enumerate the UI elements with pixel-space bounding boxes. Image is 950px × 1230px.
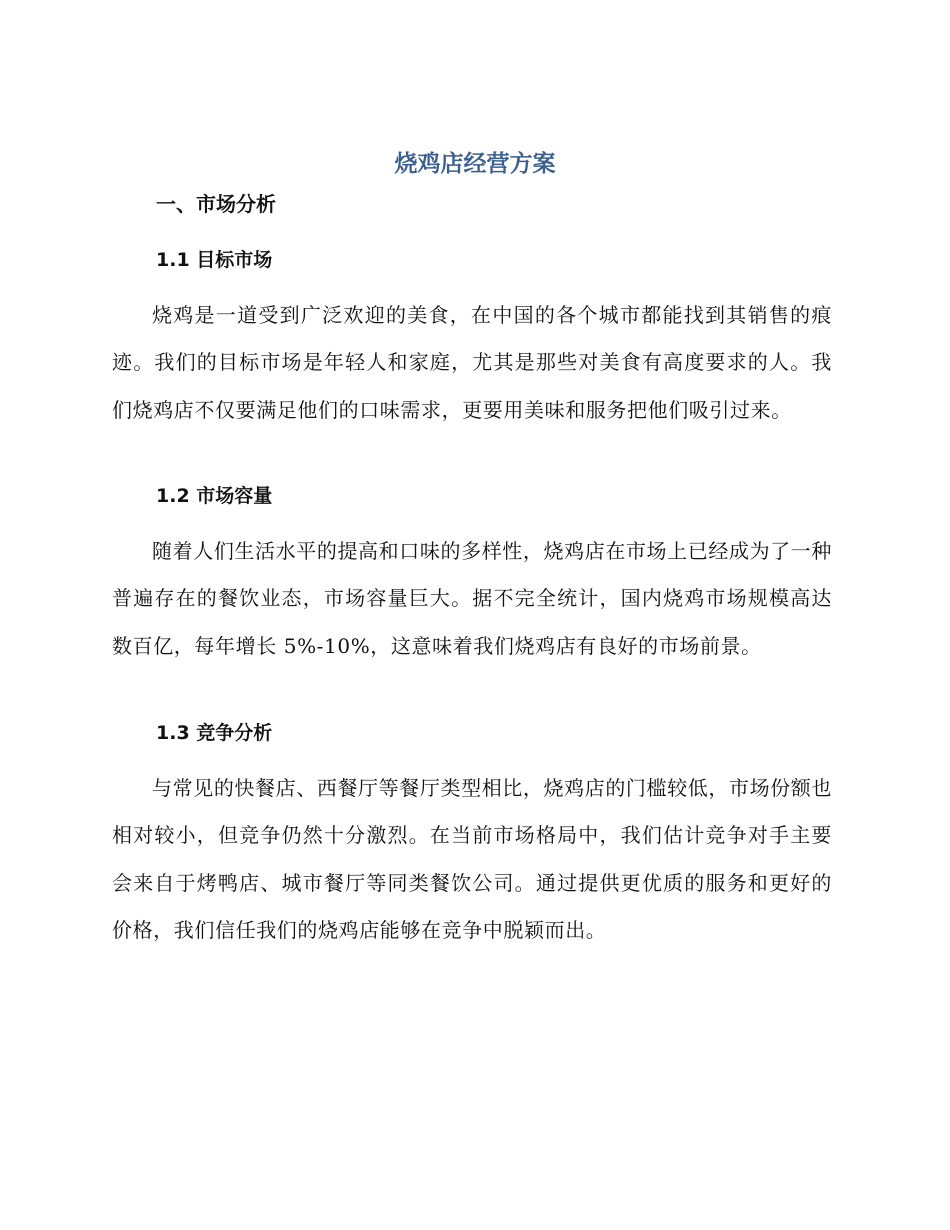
subsection-heading-market-capacity: 1.2 市场容量 (156, 485, 273, 507)
subsection-heading-competition: 1.3 竞争分析 (156, 722, 273, 744)
section-heading-market-analysis: 一、市场分析 (156, 192, 276, 216)
paragraph-target-market: 烧鸡是一道受到广泛欢迎的美食，在中国的各个城市都能找到其销售的痕迹。我们的目标市场是年轻人和家庭，尤其是那些对美食有高度要求的人。我们烧鸡店不仅要满足他们的口味需求，更要用美味和服务把他们吸引过来。 (112, 303, 832, 422)
paragraph-competition: 与常见的快餐店、西餐厅等餐厅类型相比，烧鸡店的门槛较低，市场份额也相对较小，但竞争仍然十分激烈。在当前市场格局中，我们估计竞争对手主要会来自于烤鸭店、城市餐厅等同类餐饮公司。通过提供更优质的服务和更好的价格，我们信任我们的烧鸡店能够在竞争中脱颖而出。 (112, 776, 832, 942)
paragraph-market-capacity: 随着人们生活水平的提高和口味的多样性，烧鸡店在市场上已经成为了一种普遍存在的餐饮业态，市场容量巨大。据不完全统计，国内烧鸡市场规模高达数百亿，每年增长 5%-10%，这意味着我们烧鸡店有良好的市场前景。 (112, 539, 832, 658)
document-title: 烧鸡店经营方案 (394, 151, 556, 177)
subsection-heading-target-market: 1.1 目标市场 (156, 249, 273, 271)
